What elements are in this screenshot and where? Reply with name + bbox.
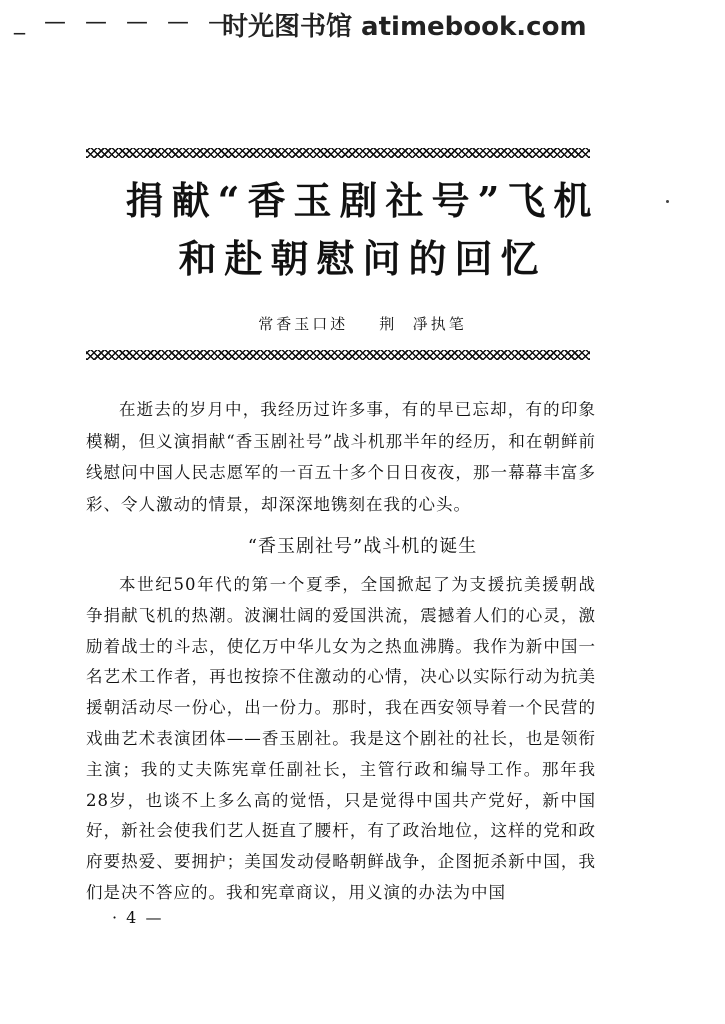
body-paragraph: 本世纪50年代的第一个夏季，全国掀起了为支援抗美援朝战争捐献飞机的热潮。波澜壮阔的爱国洪流，震撼着人们的心灵，激励着战士的斗志，使亿万中华儿女为之热血沸腾。我作为新中国一名艺术工作者，再也按捺不住激动的心情，决心以实际行动为抗美援朝活动尽一份心，出一份力。那时，我在西安领导着一个民营的戏曲艺术表演团体——香玉剧社。我是这个剧社的社长，也是领衔主演；我的丈夫陈宪章任副社长，主管行政和编导工作。那年我28岁，也谈不上多么高的觉悟，只是觉得中国共产党好，新中国好，新社会使我们艺人挺直了腰杆，有了政治地位，这样的党和政府要热爱、要拥护；美国发动侵略朝鲜战争，企图扼杀新中国，我们是决不答应的。我和宪章商议，用义演的办法为中国: [86, 575, 596, 902]
site-watermark: 时光图书馆 atimebook.com: [222, 12, 587, 42]
section-heading: “香玉剧社号”战斗机的诞生: [247, 536, 478, 557]
scan-dashes: _ — — — — —: [14, 10, 236, 35]
page-number: · 4 —: [112, 908, 164, 927]
ornament-border-top: [86, 148, 590, 158]
intro-paragraph: 在逝去的岁月中，我经历过许多事，有的早已忘却，有的印象模糊，但义演捐献“香玉剧社号”战斗机那半年的经历，和在朝鲜前线慰问中国人民志愿军的一百五十多个日日夜夜，那一幕幕丰富多彩、令人激动的情景，却深深地镌刻在我的心头。: [86, 400, 596, 514]
article-title-line-1: 捐献“香玉剧社号”飞机: [125, 178, 600, 223]
article-title-line-2: 和赴朝慰问的回忆: [178, 236, 547, 281]
byline: 常香玉口述 荆 凈执笔: [258, 315, 467, 333]
ornament-border-bottom: [86, 350, 590, 360]
